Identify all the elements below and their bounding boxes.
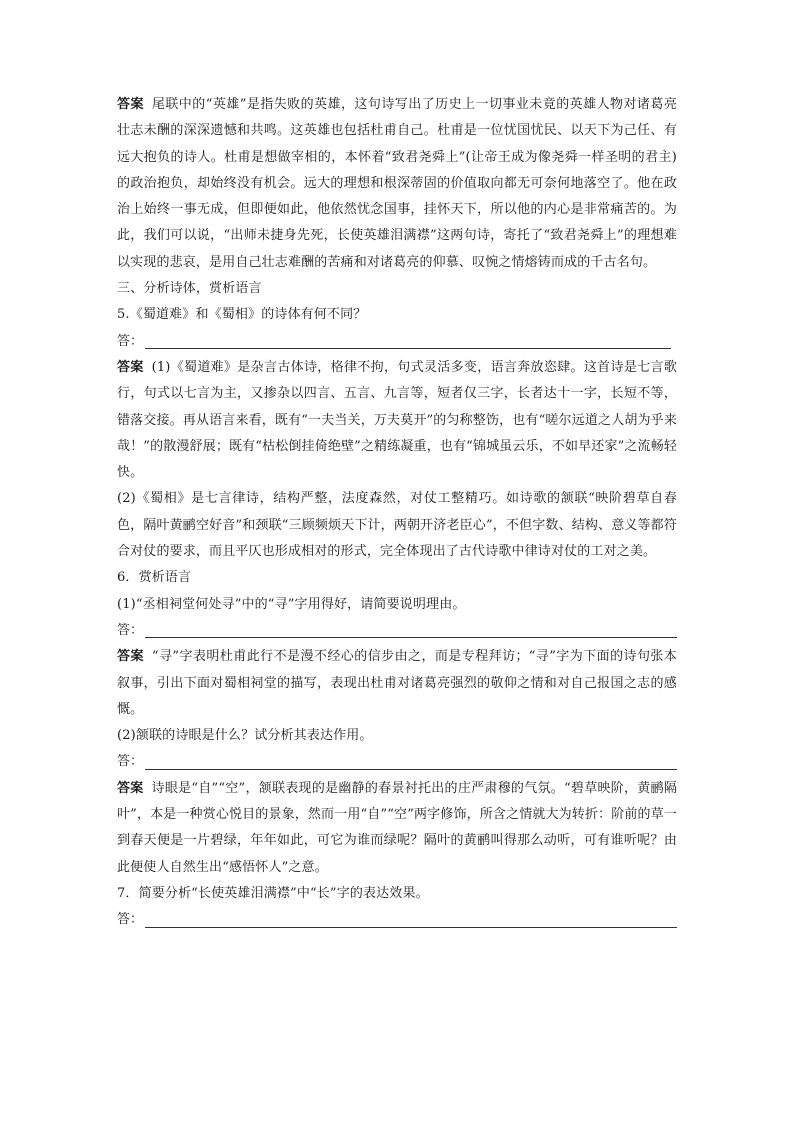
answer-line-q7 [117, 907, 677, 933]
answer-blank[interactable] [145, 751, 677, 770]
question-7: 7．简要分析“长使英雄泪满襟”中“长”字的表达效果。 [117, 885, 429, 901]
question-6-1: (1)“丞相祠堂何处寻”中的“寻”字用得好，请简要说明理由。 [117, 596, 466, 612]
answer-text: 诗眼是“自”“空”，颔联表现的是幽静的春景衬托出的庄严肃穆的气氛。“碧草映阶，黄鹂隔叶”，本是一种赏心悦目的景象，然而一用“自”“空”两字修饰，所含之情就大为转折：阶前的草一到春天便是一片碧绿，年年如此，可它为谁而绿呢？隔叶的黄鹂叫得那么动听，可有谁听呢？由此便使人自然生出“感悟怀人”之意。 [117, 780, 677, 875]
answer-prompt: 答： [117, 912, 144, 928]
answer-line-q6-1 [117, 618, 677, 644]
question-6-2: (2)颔联的诗眼是什么？试分析其表达作用。 [117, 728, 373, 744]
answer-blank[interactable] [145, 330, 671, 349]
document-body [117, 92, 677, 934]
answer-blank[interactable] [145, 909, 677, 928]
answer-text: (1)《蜀道难》是杂言古体诗，格律不拘，句式灵活多变，语言奔放恣肆。这首诗是七言歌行，句式以七言为主，又掺杂以四言、五言、九言等，短者仅三字，长者达十一字，长短不等，错落交接。再从语言来看，既有“一夫当关，万夫莫开”的匀称整饬，也有“嗟尔远道之人胡为乎来哉！”的散漫舒展；既有“枯松倒挂倚绝壁”之精练凝重，也有“锦城虽云乐，不如早还家”之流畅轻快。 [117, 359, 677, 481]
answer-tag: 答案 [117, 97, 144, 112]
answer-blank[interactable] [145, 619, 677, 638]
question-6-heading: 6．赏析语言 [117, 570, 192, 586]
answer-text: 尾联中的“英雄”是指失败的英雄，这句诗写出了历史上一切事业未竟的英雄人物对诸葛亮壮志未酬的深深遗憾和共鸣。这英雄也包括杜甫自己。杜甫是一位忧国忧民、以天下为己任、有远大抱负的诗人。杜甫是想做宰相的，本怀着“致君尧舜上”(让帝王成为像尧舜一样圣明的君主)的政治抱负，却始终没有机会。远大的理想和根深蒂固的价值取向都无可奈何地落空了。他在政治上始终一事无成，但即便如此，他依然忧念国事，挂怀天下，所以他的内心是非常痛苦的。为此，我们可以说，“出师未捷身先死，长使英雄泪满襟”这两句诗，寄托了“致君尧舜上”的理想难以实现的悲哀，是用自己壮志难酬的苦痛和对诸葛亮的仰慕、叹惋之情熔铸而成的千古名句。 [117, 97, 677, 270]
answer-q5-part2: (2)《蜀相》是七言律诗，结构严整，法度森然，对仗工整精巧。如诗歌的颔联“映阶碧草自春色，隔叶黄鹂空好音”和颈联“三顾频烦天下计，两朝开济老臣心”，不但字数、结构、意义等都符合对仗的要求，而且平仄也形成相对的形式，完全体现出了古代诗歌中律诗对仗的工对之美。 [117, 491, 677, 560]
answer-block-tail-couplet [117, 92, 677, 276]
answer-q6-1 [117, 644, 677, 723]
answer-prompt: 答： [117, 754, 144, 770]
answer-prompt: 答： [117, 622, 144, 638]
answer-q6-2 [117, 776, 677, 881]
answer-q5-part1 [117, 355, 677, 486]
question-5: 5.《蜀道难》和《蜀相》的诗体有何不同？ [117, 307, 367, 323]
answer-tag: 答案 [117, 649, 144, 665]
answer-prompt: 答： [117, 333, 144, 349]
answer-tag: 答案 [117, 780, 144, 796]
answer-line-q5 [117, 329, 677, 355]
answer-tag: 答案 [117, 359, 144, 375]
answer-text: “寻”字表明杜甫此行不是漫不经心的信步由之，而是专程拜访；“寻”字为下面的诗句张本叙事，引出下面对蜀相祠堂的描写，表现出杜甫对诸葛亮强烈的敬仰之情和对自己报国之志的感慨。 [117, 649, 677, 717]
section-heading: 三、分析诗体，赏析语言 [117, 281, 262, 297]
answer-line-q6-2 [117, 749, 677, 775]
